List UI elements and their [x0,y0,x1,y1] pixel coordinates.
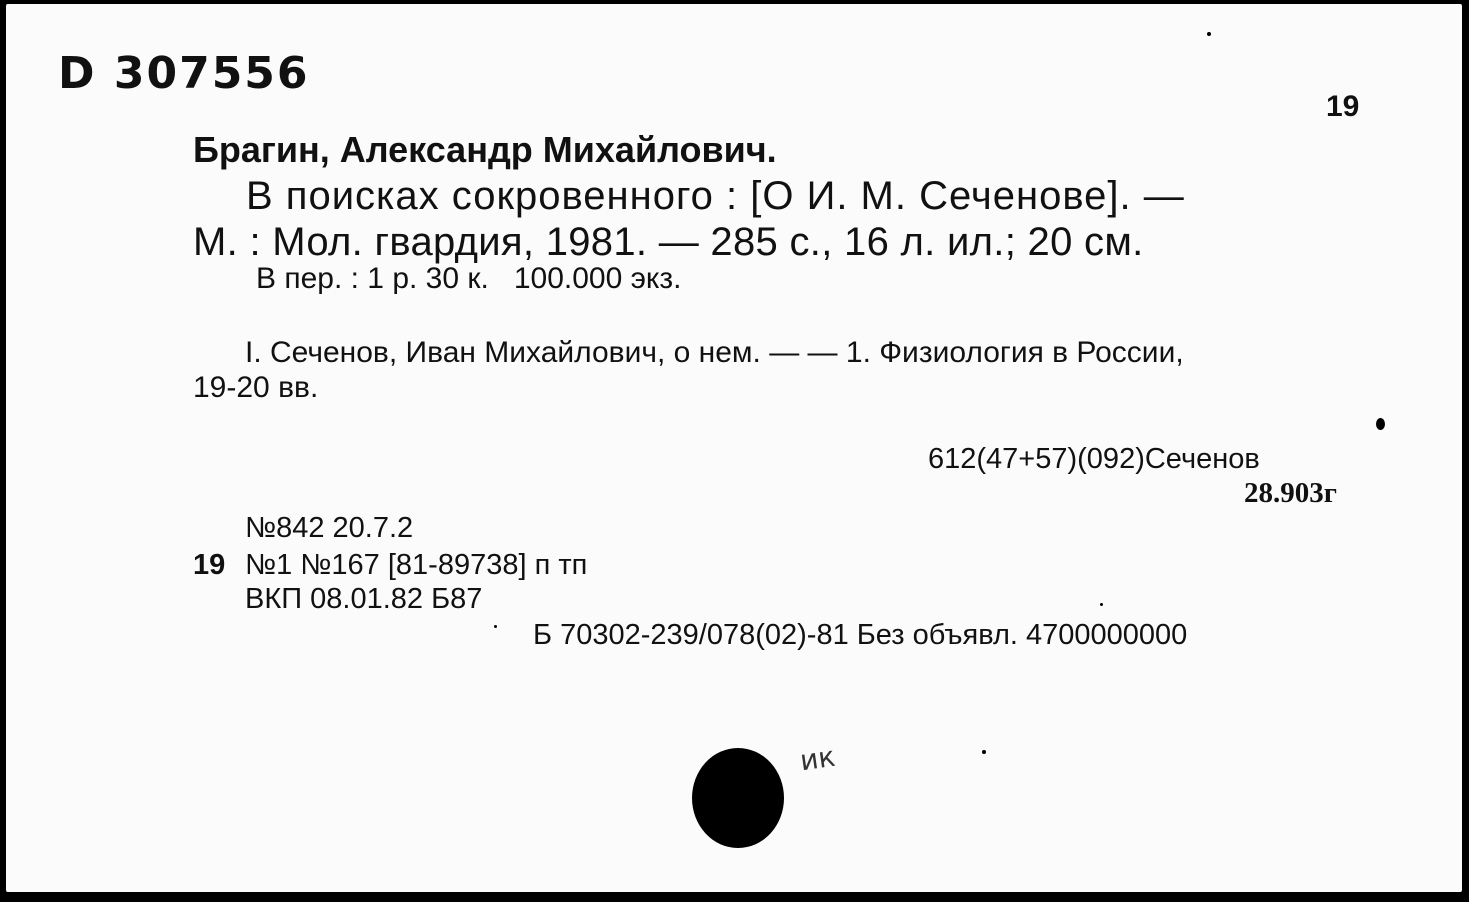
title-line-2: М. : Мол. гвардия, 1981. — 285 с., 16 л. ил.; 20 см. [193,220,1144,264]
handwritten-mark: ик [797,739,838,778]
bbk-classification: 28.903г [1244,477,1337,509]
subject-line-2: 19-20 вв. [193,371,319,404]
order-line-1: №842 20.7.2 [245,512,414,544]
speck-1 [1207,32,1211,36]
order-line-2-prefix: 19 [193,549,226,581]
author-heading: Брагин, Александр Михайлович. [193,129,777,170]
order-line-3: ВКП 08.01.82 Б87 [245,583,483,615]
speck-2 [982,750,986,754]
price-line: В пер. : 1 р. 30 к. 100.000 экз. [256,262,682,295]
catalog-number: D 307556 [58,48,310,99]
punch-hole [692,748,784,848]
speck-4 [494,625,497,628]
stray-mark [1376,418,1385,430]
corner-number: 19 [1326,90,1360,123]
udc-classification: 612(47+57)(092)Сеченов [928,443,1260,475]
footer-line: Б 70302-239/078(02)-81 Без объявл. 4700000000 [533,619,1188,651]
subject-line-1: I. Сеченов, Иван Михайлович, о нем. — — 1. Физиология в России, [245,336,1184,369]
title-line-1: В поисках сокровенного : [О И. М. Сеченове]. — [246,174,1185,218]
speck-3 [1100,603,1103,606]
order-line-2: №1 №167 [81-89738] п тп [245,549,588,581]
